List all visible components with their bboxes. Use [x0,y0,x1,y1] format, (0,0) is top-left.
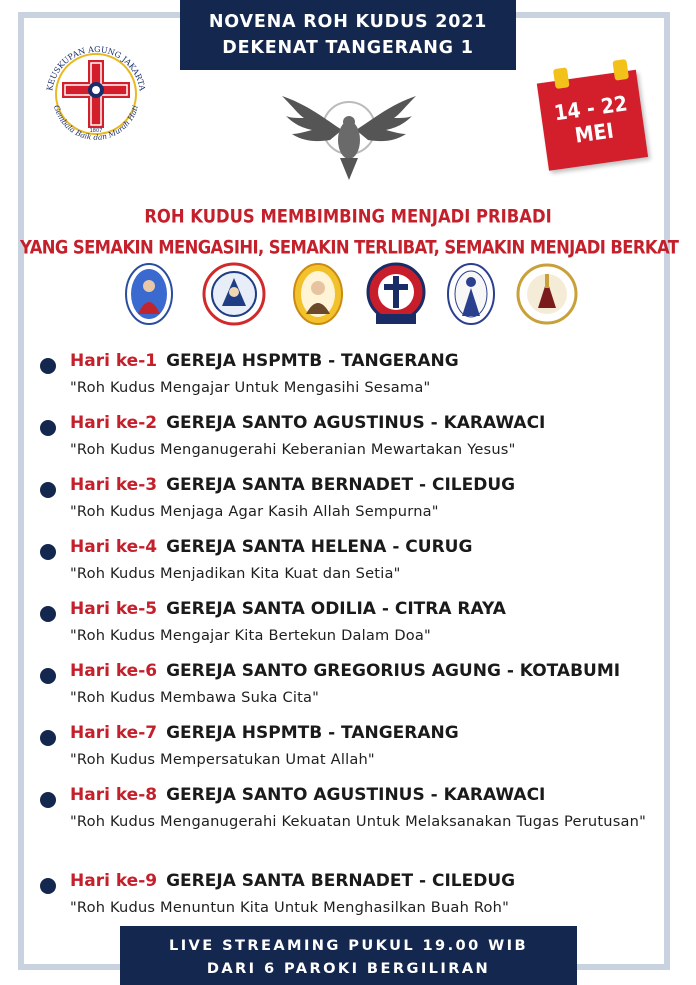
bullet-icon [40,358,56,374]
day-label: Hari ke-1 [70,351,158,371]
schedule-heading [70,472,515,498]
schedule-heading [70,348,459,374]
schedule-heading [70,868,515,894]
st-helena-logo-icon [366,262,426,326]
novena-theme [20,201,679,264]
bullet-icon [40,544,56,560]
schedule-heading [70,410,545,436]
day-label: Hari ke-9 [70,871,158,891]
church-name: GEREJA SANTA HELENA - CURUG [166,537,473,557]
church-name: GEREJA HSPMTB - TANGERANG [166,723,459,743]
church-name: GEREJA SANTO AGUSTINUS - KARAWACI [166,413,546,433]
date-days: 14 - 22 [552,91,629,126]
day-theme: "Roh Kudus Menganugerahi Kekuatan Untuk Melaksanakan Tugas Perutusan" [70,813,647,830]
bullet-icon [40,606,56,622]
theme-line-1: ROH KUDUS MEMBIMBING MENJADI PRIBADI [144,205,552,227]
day-label: Hari ke-5 [70,599,158,619]
day-theme: "Roh Kudus Mengajar Kita Bertekun Dalam Doa" [70,627,431,644]
st-gregorius-logo-icon [516,262,578,326]
bullet-icon [40,730,56,746]
date-month: MEI [573,118,616,148]
day-label: Hari ke-6 [70,661,158,681]
day-theme: "Roh Kudus Menuntun Kita Untuk Menghasilkan Buah Roh" [70,899,510,916]
day-theme: "Roh Kudus Mengajar Untuk Mengasihi Sesama" [70,379,431,396]
tape-icon [553,67,570,89]
schedule-heading [70,782,545,808]
church-name: GEREJA HSPMTB - TANGERANG [166,351,459,371]
schedule-heading [70,534,472,560]
st-bernadet-logo-icon [292,262,344,326]
archdiocese-seal-icon [38,36,154,152]
theme-line-2: YANG SEMAKIN MENGASIHI, SEMAKIN TERLIBAT, SEMAKIN MENJADI BERKAT [20,236,679,259]
bullet-icon [40,420,56,436]
bullet-icon [40,878,56,894]
church-name: GEREJA SANTO GREGORIUS AGUNG - KOTABUMI [166,661,621,681]
bullet-icon [40,792,56,808]
day-label: Hari ke-3 [70,475,158,495]
title-banner [180,0,516,70]
seal-year: 1807 [89,128,103,134]
day-label: Hari ke-2 [70,413,158,433]
day-theme: "Roh Kudus Menjadikan Kita Kuat dan Setia" [70,565,401,582]
streaming-line-1: LIVE STREAMING PUKUL 19.00 WIB [169,937,528,954]
church-name: GEREJA SANTA ODILIA - CITRA RAYA [166,599,506,619]
title-line-1: NOVENA ROH KUDUS 2021 [208,12,488,32]
parish-logos-row [120,262,580,328]
bullet-icon [40,482,56,498]
live-streaming-banner [120,926,577,985]
day-theme: "Roh Kudus Menjaga Agar Kasih Allah Sempurna" [70,503,439,520]
tape-icon [612,59,629,81]
church-name: GEREJA SANTA BERNADET - CILEDUG [166,871,516,891]
schedule-heading [70,720,459,746]
church-name: GEREJA SANTA BERNADET - CILEDUG [166,475,516,495]
church-name: GEREJA SANTO AGUSTINUS - KARAWACI [166,785,546,805]
day-theme: "Roh Kudus Menganugerahi Keberanian Mewartakan Yesus" [70,441,516,458]
hspmtb-logo-icon [124,262,174,326]
schedule-heading [70,658,620,684]
date-sticky-note [531,57,657,178]
holy-spirit-dove-icon [278,88,420,188]
day-label: Hari ke-4 [70,537,158,557]
st-odilia-logo-icon [446,262,496,326]
day-label: Hari ke-7 [70,723,158,743]
day-theme: "Roh Kudus Mempersatukan Umat Allah" [70,751,375,768]
bullet-icon [40,668,56,684]
st-agustinus-logo-icon [202,262,266,326]
streaming-line-2: DARI 6 PAROKI BERGILIRAN [206,960,491,977]
seal-arc-top: KEUSKUPAN AGUNG JAKARTA [45,44,147,92]
schedule-heading [70,596,506,622]
seal-arc-bottom: Gembala Baik dan Murah Hati [51,104,140,142]
title-line-2: DEKENAT TANGERANG 1 [222,38,474,58]
day-theme: "Roh Kudus Membawa Suka Cita" [70,689,320,706]
day-label: Hari ke-8 [70,785,158,805]
